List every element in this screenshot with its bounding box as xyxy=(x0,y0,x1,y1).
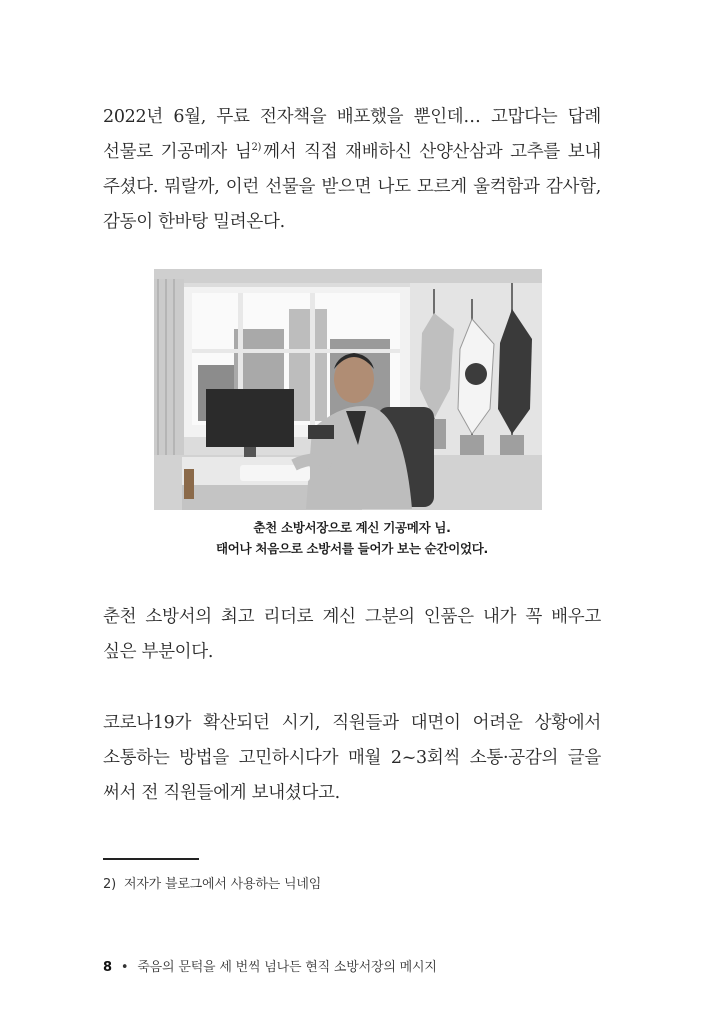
photo-caption xyxy=(103,517,601,559)
book-title: 죽음의 문턱을 세 번씩 넘나든 현직 소방서장의 메시지 xyxy=(137,960,437,975)
page-footer xyxy=(103,956,437,975)
caption-line: 태어나 처음으로 소방서를 들어가 보는 순간이었다. xyxy=(216,541,488,556)
footnote-divider xyxy=(103,858,199,860)
paragraph-text: 2022년 6월, 무료 전자책을 배포했을 뿐인데… 고맙다는 답례 선물로 기공메자 님 xyxy=(103,107,601,162)
caption-line: 춘천 소방서장으로 계신 기공메자 님. xyxy=(253,520,451,535)
paragraph-covid: 코로나19가 확산되던 시기, 직원들과 대면이 어려운 상황에서 소통하는 방법을 고민하시다가 매월 2~3회씩 소통·공감의 글을 써서 전 직원들에게 보내셨다고. xyxy=(103,713,601,803)
paragraph-leader: 춘천 소방서의 최고 리더로 계신 그분의 인품은 내가 꼭 배우고 싶은 부분이다. xyxy=(103,607,601,662)
page-number: 8 xyxy=(103,960,112,975)
paragraph-text: 께서 직접 재배하신 산양산삼과 고추를 보내 주셨다. 뭐랄까, 이런 선물을 받으면 나도 모르게 울컥함과 감사함, 감동이 한바탕 밀려온다. xyxy=(103,142,601,232)
footnote-reference[interactable]: 2) xyxy=(251,142,262,153)
footnote xyxy=(103,873,321,892)
footnote-mark: 2) xyxy=(103,877,116,892)
footer-separator: • xyxy=(120,960,129,975)
office-photo xyxy=(154,269,542,510)
footnote-text: 저자가 블로그에서 사용하는 닉네임 xyxy=(123,877,322,892)
paragraph-gift xyxy=(103,100,601,240)
